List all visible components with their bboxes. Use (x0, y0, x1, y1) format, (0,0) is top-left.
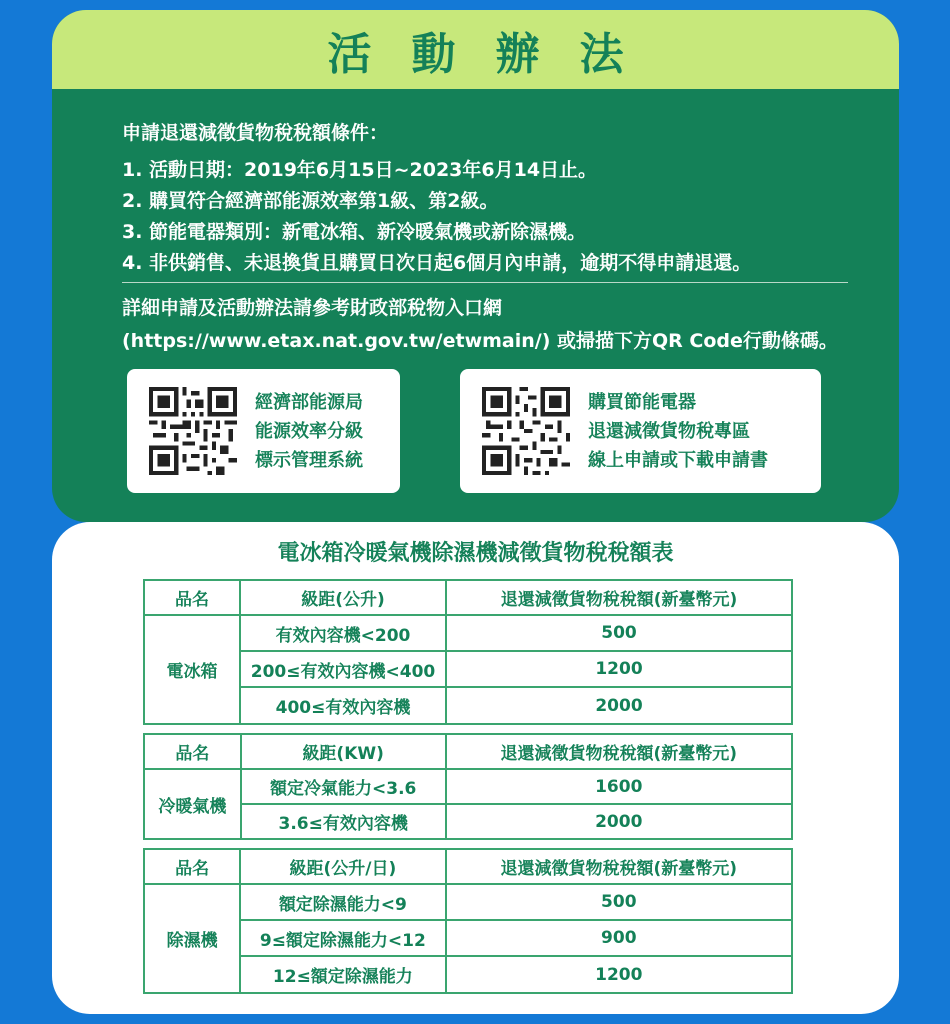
detail-text (122, 292, 838, 358)
conditions-heading: 申請退還減徵貨物稅稅額條件： (122, 122, 389, 144)
header-product: 品名 (144, 849, 240, 884)
product-name: 除濕機 (144, 884, 240, 993)
air-conditioner-tax-table (143, 733, 793, 840)
detail-line: 詳細申請及活動辦法請參考財政部稅物入口網 (122, 297, 503, 319)
refrigerator-tax-table (143, 579, 793, 725)
qr-caption-line: 退還減徵貨物稅專區 (588, 420, 750, 442)
qr-caption (255, 388, 363, 475)
range-cell: 400≤有效內容機 (240, 687, 446, 724)
tax-table-card (52, 522, 899, 1014)
condition-item: 1. 活動日期：2019年6月15日~2023年6月14日止。 (122, 159, 598, 181)
activity-rules-card (52, 10, 899, 522)
table-header-row (144, 734, 792, 769)
amount-cell: 2000 (446, 687, 792, 724)
table-row (144, 920, 792, 956)
range-cell: 有效內容機<200 (240, 615, 446, 651)
range-cell: 額定除濕能力<9 (240, 884, 445, 920)
header-range: 級距(公升/日) (240, 849, 445, 884)
divider (122, 282, 848, 283)
amount-cell: 1200 (446, 956, 792, 993)
qr-caption-line: 購買節能電器 (588, 391, 696, 413)
detail-line-url[interactable]: (https://www.etax.nat.gov.tw/etwmain/) 或掃描下方QR Code行動條碼。 (122, 330, 838, 352)
amount-cell: 500 (446, 615, 792, 651)
header-amount: 退還減徵貨物稅稅額(新臺幣元) (446, 734, 793, 769)
amount-cell: 1600 (446, 769, 793, 804)
qr-caption-line: 能源效率分級 (255, 420, 363, 442)
range-cell: 額定冷氣能力<3.6 (241, 769, 446, 804)
qr-card-tax-refund[interactable] (460, 369, 821, 493)
condition-item: 3. 節能電器類別：新電冰箱、新冷暖氣機或新除濕機。 (122, 221, 587, 243)
header-product: 品名 (144, 580, 240, 615)
table-header-row (144, 849, 792, 884)
table-row (144, 615, 792, 651)
amount-cell: 1200 (446, 651, 792, 687)
range-cell: 12≤額定除濕能力 (240, 956, 445, 993)
table-title: 電冰箱冷暖氣機除濕機減徵貨物稅稅額表 (277, 541, 674, 566)
condition-item: 4. 非供銷售、未退換貨且購買日次日起6個月內申請，逾期不得申請退還。 (122, 252, 752, 274)
qr-caption (588, 388, 768, 475)
qr-caption-line: 線上申請或下載申請書 (588, 449, 768, 471)
product-name: 電冰箱 (144, 615, 240, 724)
header-product: 品名 (144, 734, 241, 769)
header-amount: 退還減徵貨物稅稅額(新臺幣元) (446, 849, 792, 884)
conditions-list (122, 155, 751, 279)
qr-code-icon[interactable] (149, 387, 237, 475)
range-cell: 9≤額定除濕能力<12 (240, 920, 445, 956)
table-header-row (144, 580, 792, 615)
qr-card-energy-bureau[interactable] (127, 369, 400, 493)
qr-caption-line: 標示管理系統 (255, 449, 363, 471)
qr-code-icon[interactable] (482, 387, 570, 475)
header-range: 級距(KW) (241, 734, 446, 769)
table-row (144, 687, 792, 724)
amount-cell: 500 (446, 884, 792, 920)
table-row (144, 956, 792, 993)
dehumidifier-tax-table (143, 848, 793, 994)
condition-item: 2. 購買符合經濟部能源效率第1級、第2級。 (122, 190, 499, 212)
table-row (144, 884, 792, 920)
table-row (144, 651, 792, 687)
qr-caption-line: 經濟部能源局 (255, 391, 363, 413)
table-row (144, 804, 792, 839)
amount-cell: 900 (446, 920, 792, 956)
page-title: 活動辦法 (327, 28, 664, 80)
table-row (144, 769, 792, 804)
header-amount: 退還減徵貨物稅稅額(新臺幣元) (446, 580, 792, 615)
amount-cell: 2000 (446, 804, 793, 839)
product-name: 冷暖氣機 (144, 769, 241, 839)
header-range: 級距(公升) (240, 580, 446, 615)
range-cell: 3.6≤有效內容機 (241, 804, 446, 839)
range-cell: 200≤有效內容機<400 (240, 651, 446, 687)
activity-rules-header (52, 10, 899, 89)
